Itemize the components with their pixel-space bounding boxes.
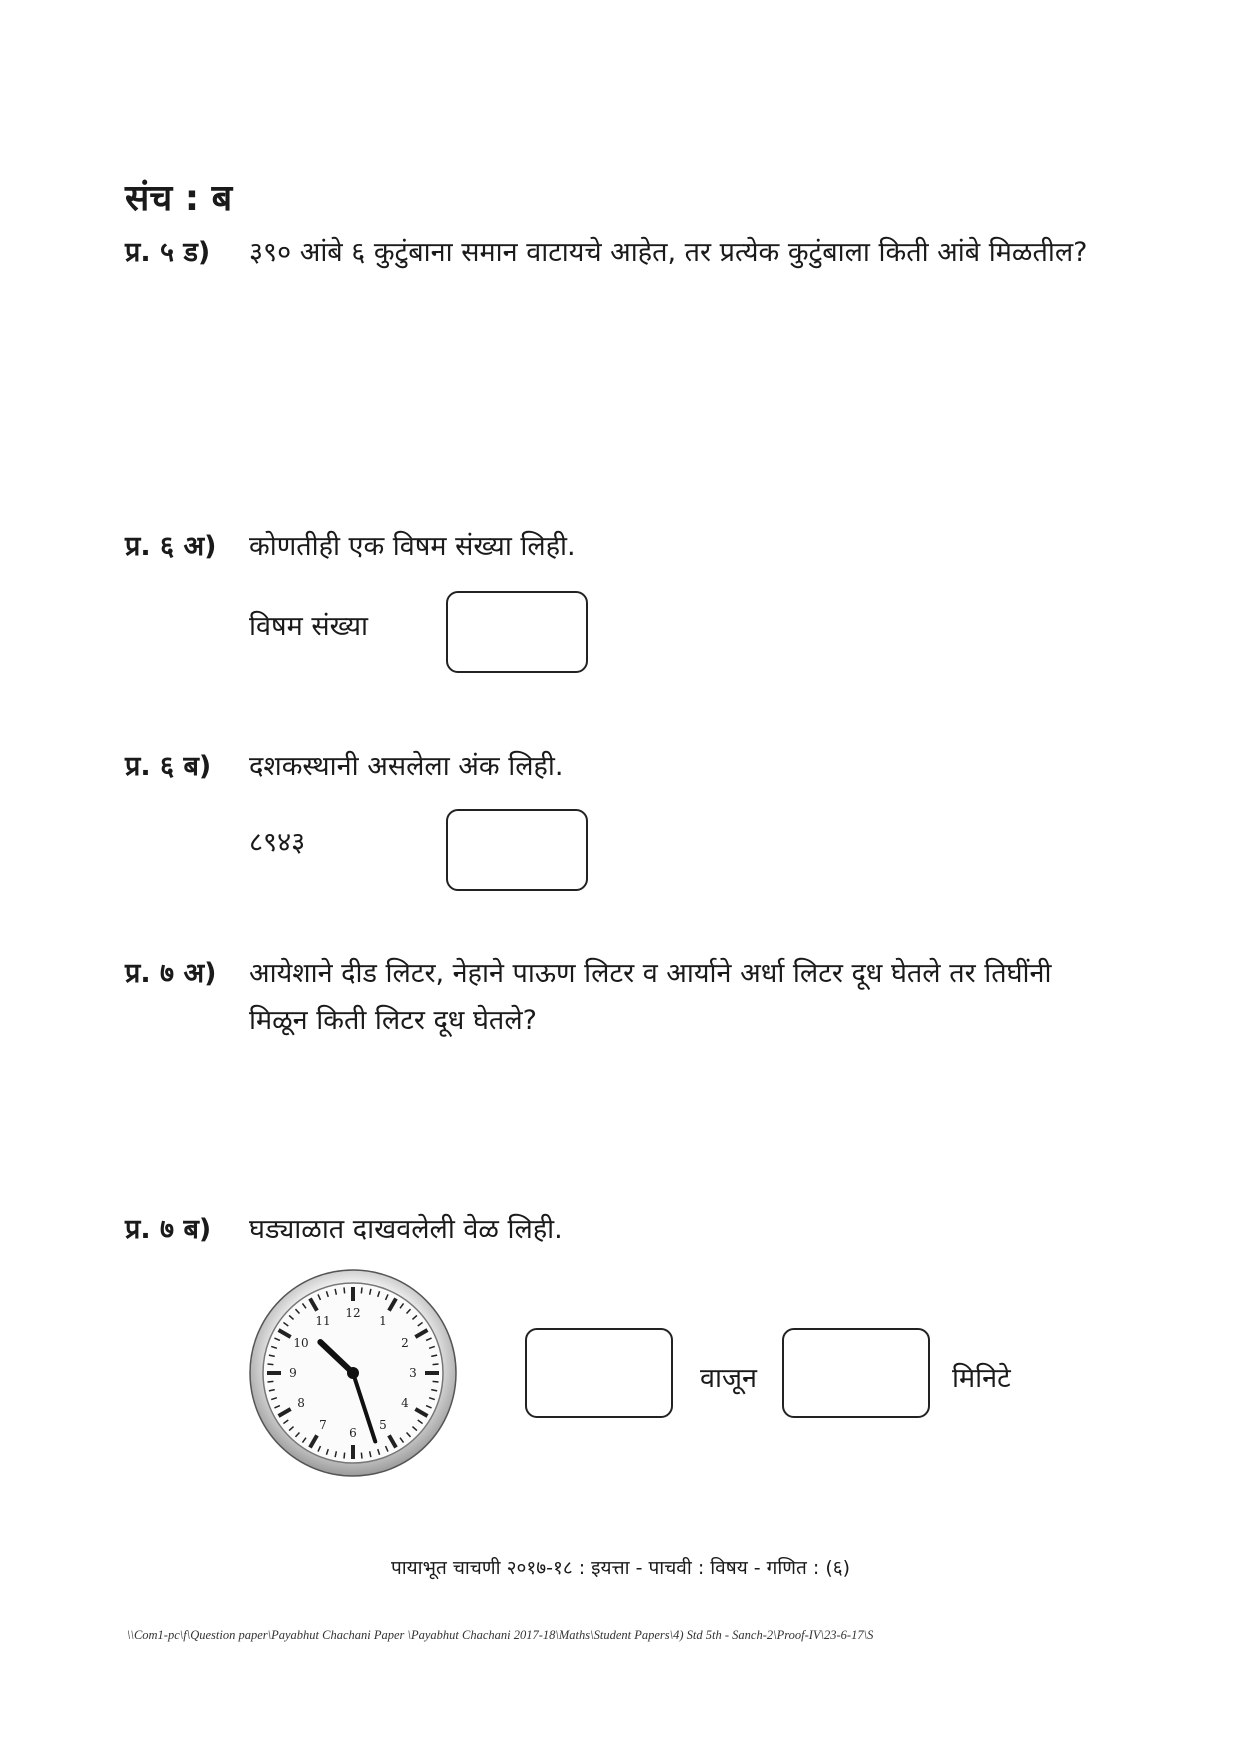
question-5d: [125, 232, 1087, 269]
question-number: प्र. ७ अ): [125, 958, 217, 989]
odd-number-label: विषम संख्या: [249, 611, 369, 642]
question-text-line2: मिळून किती लिटर दूध घेतले?: [249, 1005, 537, 1036]
question-number: प्र. ६ अ): [125, 531, 217, 562]
svg-text:8: 8: [297, 1396, 305, 1410]
svg-text:11: 11: [315, 1314, 331, 1329]
question-text: कोणतीही एक विषम संख्या लिही.: [249, 531, 576, 562]
svg-text:12: 12: [345, 1306, 361, 1320]
page-footer: पायाभूत चाचणी २०१७-१८ : इयत्ता - पाचवी : विषय - गणित : (६): [390, 1557, 851, 1579]
question-text: दशकस्थानी असलेला अंक लिही.: [249, 751, 564, 782]
svg-text:6: 6: [349, 1426, 357, 1440]
file-path: \\Com1-pc\f\Question paper\Payabhut Chachani Paper \Payabhut Chachani 2017-18\Maths\Student Papers\4) Std 5th - Sanch-2\Proof-IV\23-6-17\S: [127, 1628, 874, 1642]
question-number: प्र. ७ ब): [125, 1214, 212, 1245]
question-number: प्र. ६ ब): [125, 751, 212, 782]
question-number: प्र. ५ ड): [125, 237, 211, 268]
hours-answer-box[interactable]: [525, 1328, 673, 1418]
given-number-label: ८९४३: [249, 827, 306, 858]
svg-text:5: 5: [379, 1417, 387, 1432]
minutes-answer-box[interactable]: [782, 1328, 930, 1418]
question-7a: [125, 953, 1052, 990]
question-text: ३९० आंबे ६ कुटुंबाना समान वाटायचे आहेत, तर प्रत्येक कुटुंबाला किती आंबे मिळतील?: [249, 237, 1088, 268]
question-text: घड्याळात दाखवलेली वेळ लिही.: [249, 1214, 563, 1245]
question-text-line1: आयेशाने दीड लिटर, नेहाने पाऊण लिटर व आर्याने अर्धा लिटर दूध घेतले तर तिघींनी: [249, 958, 1052, 989]
odd-number-answer-box[interactable]: [446, 591, 588, 673]
clock-icon: [248, 1268, 458, 1478]
svg-text:2: 2: [401, 1336, 409, 1350]
svg-text:9: 9: [289, 1366, 297, 1380]
tens-digit-answer-box[interactable]: [446, 809, 588, 891]
svg-text:3: 3: [409, 1366, 417, 1380]
hours-label: वाजून: [700, 1363, 758, 1394]
question-6a: [125, 526, 576, 563]
svg-text:7: 7: [319, 1417, 327, 1432]
set-title: संच : ब: [125, 178, 233, 219]
svg-text:4: 4: [401, 1396, 409, 1410]
minutes-label: मिनिटे: [952, 1363, 1011, 1394]
question-6b: [125, 746, 563, 783]
svg-text:1: 1: [379, 1314, 387, 1329]
svg-text:10: 10: [293, 1336, 309, 1350]
question-7b: [125, 1209, 563, 1246]
